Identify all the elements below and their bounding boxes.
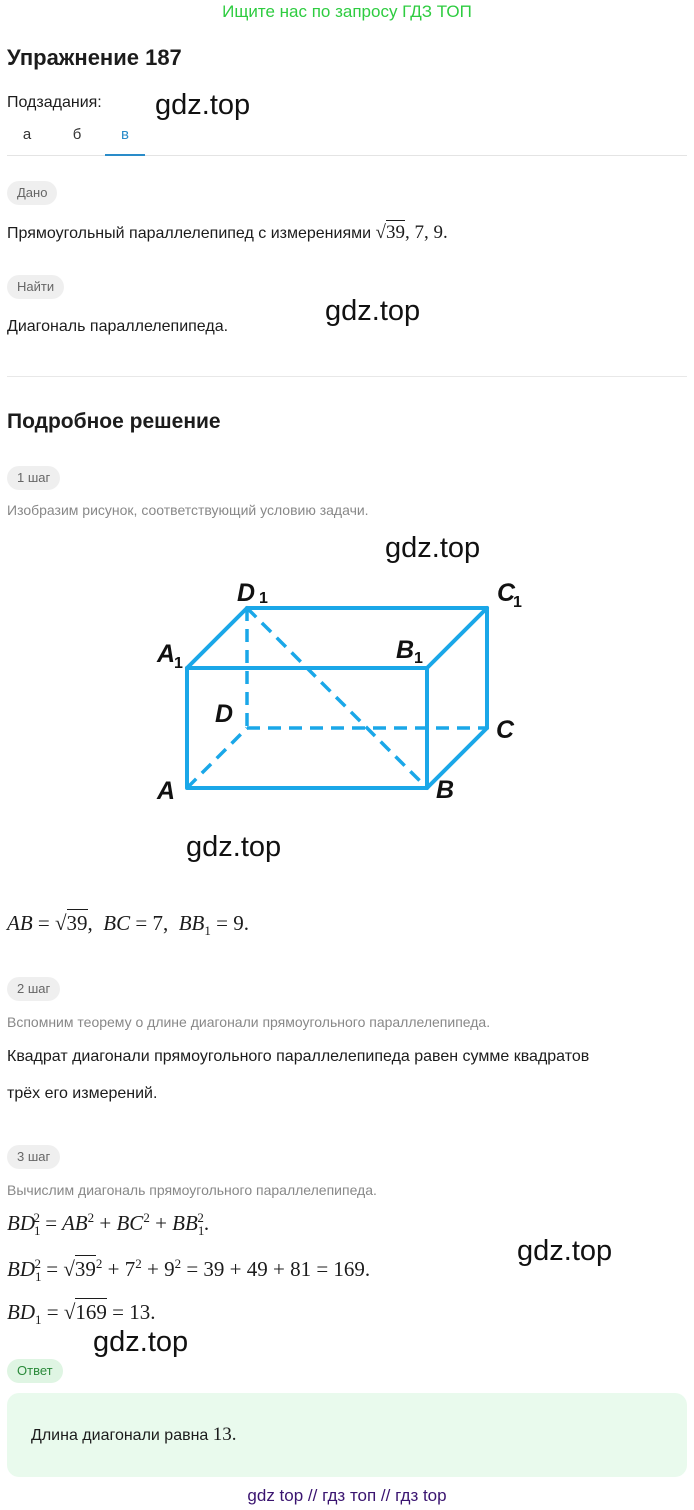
given-badge: Дано — [7, 181, 57, 205]
label-c1-sub: 1 — [513, 594, 522, 611]
watermark: gdz.top — [325, 295, 421, 327]
find-text: Диагональ параллелепипеда. — [7, 318, 229, 335]
watermark: gdz.top — [517, 1235, 613, 1267]
m3-bb: BB — [172, 1211, 198, 1235]
step3-line2: $BD_1^2 = √39^2 + 7^2 + 9^2 = 39 + 49 + 81 = 169$. — [7, 1256, 371, 1285]
step2-text-line2: трёх его измерений. — [7, 1085, 158, 1102]
footer-links[interactable]: gdz top // гдз топ // гдз top — [247, 1486, 447, 1505]
m3-sum: 39 + 49 + 81 = 169. — [203, 1257, 371, 1281]
step1-equation: AB = √39, BC = 7, $BB_1 = 9$. — [7, 911, 249, 939]
m3-bc: BC — [116, 1211, 144, 1235]
m-root: 39 — [66, 911, 88, 935]
given-text — [7, 222, 448, 244]
label-b1-sub: 1 — [414, 650, 423, 667]
m3-result: 13. — [129, 1300, 156, 1324]
step2-text-line1: Квадрат диагонали прямоугольного параллелепипеда равен сумме квадратов — [7, 1048, 590, 1065]
step1-note: Изобразим рисунок, соответствующий условию задачи. — [7, 502, 369, 518]
step2-note: Вспомним теорему о длине диагонали прямоугольного параллелепипеда. — [7, 1014, 491, 1030]
subtasks-label: Подзадания: — [7, 94, 102, 111]
tab-a[interactable]: а — [22, 126, 32, 143]
label-c1: C — [497, 579, 516, 607]
m-bb-val: 9 — [233, 911, 244, 935]
front-face — [187, 668, 427, 788]
label-d1: D — [237, 579, 256, 607]
m3-root39: 39 — [74, 1257, 96, 1281]
watermark: gdz.top — [155, 89, 251, 121]
tab-v[interactable]: в — [105, 126, 145, 156]
step1-badge: 1 шаг — [7, 466, 60, 490]
m3-nine: 9 — [164, 1257, 175, 1281]
label-d: D — [215, 700, 234, 728]
label-d1-sub: 1 — [259, 590, 268, 607]
step2-badge: 2 шаг — [7, 977, 60, 1001]
m-ab: AB — [7, 911, 33, 935]
answer-label-text: Длина диагонали равна — [31, 1427, 209, 1444]
watermark: gdz.top — [93, 1326, 189, 1358]
m-bc: BC — [103, 911, 131, 935]
m-bb: BB — [178, 911, 205, 935]
parallelepiped-figure — [0, 560, 694, 840]
m3-ab: AB — [61, 1211, 88, 1235]
given-root: 39 — [385, 222, 405, 243]
label-a: A — [157, 777, 176, 805]
m-sub: 1 — [204, 923, 211, 939]
answer-badge: Ответ — [7, 1359, 63, 1383]
label-b: B — [436, 776, 455, 804]
label-a1-sub: 1 — [174, 655, 183, 672]
watermark: gdz.top — [186, 831, 282, 863]
watermark: gdz.top — [385, 532, 481, 564]
solution-title: Подробное решение — [7, 410, 221, 433]
divider — [7, 376, 687, 377]
m3-bd: BD — [7, 1211, 35, 1235]
given-math: √39, 7, 9. — [375, 222, 448, 243]
given-rest: , 7, 9. — [404, 222, 448, 243]
step3-line3: $BD_1 = √169 = 13$. — [7, 1300, 156, 1328]
subtask-tabs — [7, 122, 687, 156]
edge-b1-c1 — [427, 608, 487, 668]
tab-b[interactable]: б — [72, 126, 82, 143]
diagonal-d1-b — [247, 608, 427, 788]
m-bc-val: 7 — [152, 911, 163, 935]
step3-line1: $BD_1^2 = AB^2 + BC^2 + BB_1^2$. — [7, 1210, 210, 1239]
answer-value: 13. — [212, 1424, 237, 1445]
step3-badge: 3 шаг — [7, 1145, 60, 1169]
given-text-label: Прямоугольный параллелепипед с измерениями — [7, 225, 372, 242]
exercise-title: Упражнение 187 — [7, 45, 182, 70]
hidden-edge-a-d — [187, 728, 247, 788]
m3-root169: 169 — [75, 1300, 107, 1324]
label-a1: A — [157, 640, 176, 668]
m3-seven: 7 — [124, 1257, 136, 1281]
answer-text — [31, 1424, 237, 1446]
label-c: C — [496, 716, 515, 744]
edge-a1-d1 — [187, 608, 247, 668]
step3-note: Вычислим диагональ прямоугольного параллелепипеда. — [7, 1182, 377, 1198]
answer-box — [7, 1393, 687, 1477]
label-b1: B — [396, 636, 415, 664]
find-badge: Найти — [7, 275, 64, 299]
top-banner: Ищите нас по запросу ГДЗ ТОП — [222, 2, 472, 21]
